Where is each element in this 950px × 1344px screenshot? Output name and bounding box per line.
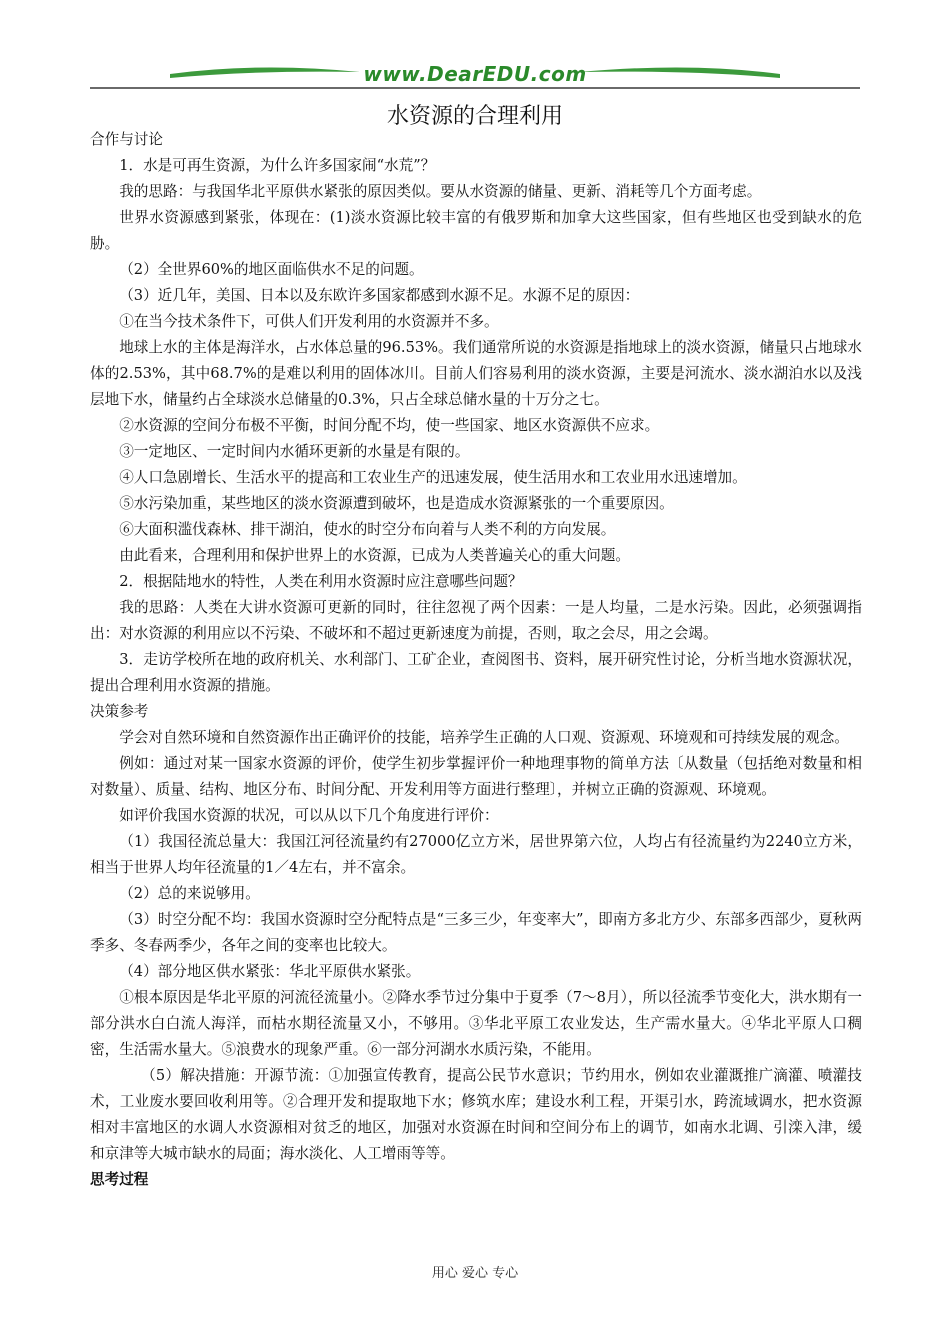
paragraph: 1．水是可再生资源，为什么许多国家闹“水荒”？ bbox=[119, 157, 436, 174]
paragraph: ④人口急剧增长、生活水平的提高和工农业生产的迅速发展，使生活用水和工农业用水迅速增加。 bbox=[119, 469, 747, 486]
paragraph: 合作与讨论 bbox=[90, 131, 163, 148]
paragraph: 如评价我国水资源的状况，可以从以下几个角度进行评价： bbox=[119, 807, 499, 824]
paragraph: 2．根据陆地水的特性，人类在利用水资源时应注意哪些问题？ bbox=[119, 573, 523, 590]
paragraph: ⑤水污染加重，某些地区的淡水资源遭到破坏，也是造成水资源紧张的一个重要原因。 bbox=[119, 495, 674, 512]
paragraph: 地球上水的主体是海洋水，占水体总量的96.53%。我们通常所说的水资源是指地球上的淡水资源，储量只占地球水体的2.53%，其中68.7%的是难以利用的固体冰川。目前人们容易利用的淡水资源，主要是河流水、淡水湖泊水以及浅层地下水，储量约占全球淡水总储量的0.3%，只占全球总储水量的十万分之七。 bbox=[90, 339, 862, 408]
paragraph: （2）全世界60%的地区面临供水不足的问题。 bbox=[119, 261, 424, 278]
paragraph: （3）时空分配不均：我国水资源时空分配特点是“三多三少，年变率大”，即南方多北方少、东部多西部少，夏秋两季多、冬春两季少，各年之间的变率也比较大。 bbox=[90, 911, 862, 954]
site-header-banner bbox=[90, 58, 860, 92]
paragraph: （2）总的来说够用。 bbox=[119, 885, 260, 902]
paragraph: （5）解决措施：开源节流：①加强宣传教育，提高公民节水意识；节约用水，例如农业灌溉推广滴灌、喷灌技术，工业废水要回收利用等。②合理开发和提取地下水；修筑水库；建设水利工程，开渠引水，跨流域调水，把水资源相对丰富地区的水调人水资源相对贫乏的地区，加强对水资源在时间和空间分布上的调节，如南水北调、引滦入津，缓和京津等大城市缺水的局面；海水淡化、人工增雨等等。 bbox=[90, 1067, 862, 1162]
paragraph: ③一定地区、一定时间内水循环更新的水量是有限的。 bbox=[119, 443, 470, 460]
page-footer: 用心 爱心 专心 bbox=[431, 1266, 519, 1281]
document-body bbox=[90, 127, 862, 1193]
paragraph: 思考过程 bbox=[90, 1171, 149, 1188]
paragraph: （1）我国径流总量大：我国江河径流量约有27000亿立方米，居世界第六位，人均占有径流量约为2240立方米，相当于世界人均年径流量的1／4左右，并不富余。 bbox=[90, 833, 862, 876]
document-title: 水资源的合理利用 bbox=[386, 104, 563, 129]
paragraph: 我的思路：人类在大讲水资源可更新的同时，往往忽视了两个因素：一是人均量，二是水污染。因此，必须强调指出：对水资源的利用应以不污染、不破坏和不超过更新速度为前提，否则，取之会尽，用之会竭。 bbox=[90, 599, 862, 642]
paragraph: ①在当今技术条件下，可供人们开发利用的水资源并不多。 bbox=[119, 313, 499, 330]
paragraph: 我的思路：与我国华北平原供水紧张的原因类似。要从水资源的储量、更新、消耗等几个方面考虑。 bbox=[119, 183, 762, 200]
paragraph: 学会对自然环境和自然资源作出正确评价的技能，培养学生正确的人口观、资源观、环境观和可持续发展的观念。 bbox=[119, 729, 849, 746]
paragraph: 由此看来，合理利用和保护世界上的水资源，已成为人类普遍关心的重大问题。 bbox=[119, 547, 630, 564]
paragraph: （4）部分地区供水紧张：华北平原供水紧张。 bbox=[119, 963, 421, 980]
paragraph: 决策参考 bbox=[90, 703, 149, 720]
paragraph: 3．走访学校所在地的政府机关、水利部门、工矿企业，查阅图书、资料，展开研究性讨论，分析当地水资源状况，提出合理利用水资源的措施。 bbox=[90, 651, 862, 694]
paragraph: （3）近几年，美国、日本以及东欧许多国家都感到水源不足。水源不足的原因： bbox=[119, 287, 640, 304]
paragraph: ②水资源的空间分布极不平衡，时间分配不均，使一些国家、地区水资源供不应求。 bbox=[119, 417, 660, 434]
site-logo-text: www.DearEDU.com bbox=[363, 62, 587, 86]
paragraph: 世界水资源感到紧张，体现在：(1)淡水资源比较丰富的有俄罗斯和加拿大这些国家，但有些地区也受到缺水的危胁。 bbox=[90, 209, 862, 252]
paragraph: ⑥大面积滥伐森林、排干湖泊，使水的时空分布向着与人类不利的方向发展。 bbox=[119, 521, 616, 538]
paragraph: ①根本原因是华北平原的河流径流量小。②降水季节过分集中于夏季（7～8月），所以径流季节变化大，洪水期有一部分洪水白白流人海洋，而枯水期径流量又小，不够用。③华北平原工农业发达，生产需水量大。④华北平原人口稠密，生活需水量大。⑤浪费水的现象严重。⑥一部分河湖水水质污染，不能用。 bbox=[90, 989, 862, 1058]
paragraph: 例如：通过对某一国家水资源的评价，使学生初步掌握评价一种地理事物的简单方法〔从数量（包括绝对数量和相对数量）、质量、结构、地区分布、时间分配、开发利用等方面进行整理〕，并树立正确的资源观、环境观。 bbox=[90, 755, 862, 798]
